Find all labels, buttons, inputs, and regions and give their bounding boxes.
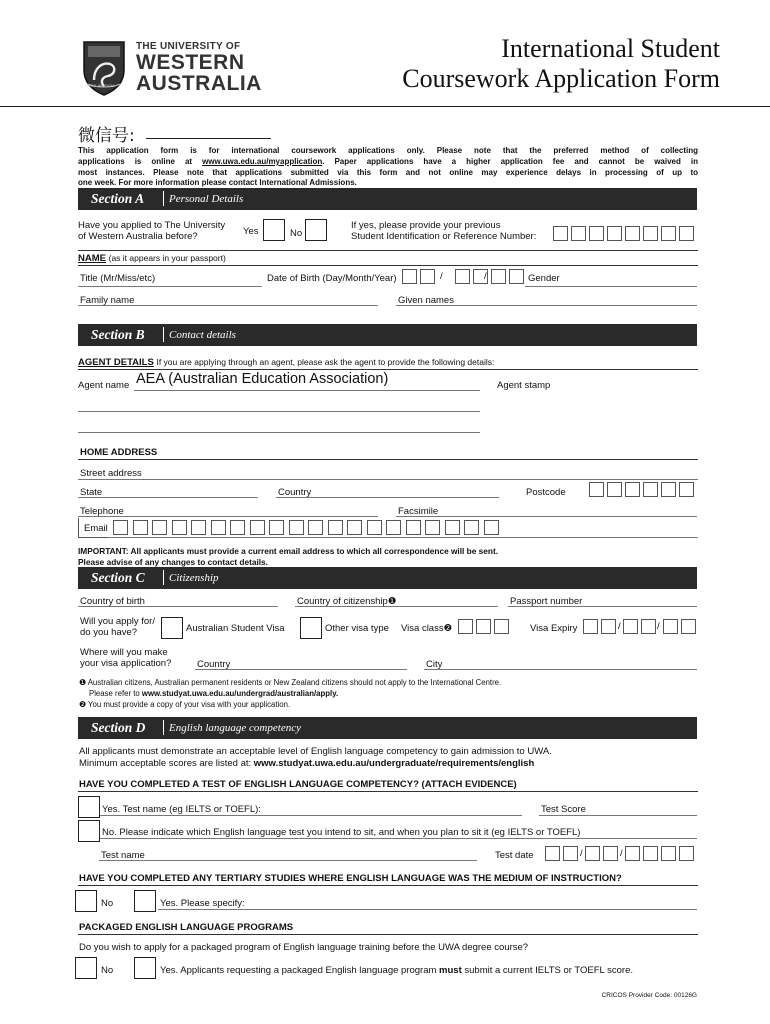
country-label: Country xyxy=(278,487,312,498)
visa-class-label: Visa class❷ xyxy=(401,623,453,634)
postcode-box[interactable] xyxy=(589,482,604,497)
important-line1: IMPORTANT: All applicants must provide a current email address to which all correspondence will be sent. xyxy=(78,546,499,556)
gender-label: Gender xyxy=(528,273,560,284)
important-notice xyxy=(78,546,498,567)
name-heading-note: (as it appears in your passport) xyxy=(108,253,226,263)
other-visa-checkbox[interactable] xyxy=(300,617,322,639)
section-separator xyxy=(163,191,164,206)
form-title-line2: Coursework Application Form xyxy=(402,64,720,93)
email-char-box[interactable] xyxy=(347,520,362,535)
home-address-divider xyxy=(78,459,698,460)
passport-number-label: Passport number xyxy=(510,596,583,607)
name-heading xyxy=(78,253,226,264)
given-names-label: Given names xyxy=(398,295,454,306)
id-box[interactable] xyxy=(661,226,676,241)
intro-line4: one week. For more information please contact International Admissions. xyxy=(78,178,357,188)
telephone-input[interactable] xyxy=(78,516,378,517)
packaged-no-checkbox[interactable] xyxy=(75,957,97,979)
email-label: Email xyxy=(84,523,108,534)
id-box[interactable] xyxy=(643,226,658,241)
english-intro-text: Minimum acceptable scores are listed at: xyxy=(79,757,254,769)
test-score-input[interactable] xyxy=(539,815,697,816)
dob-label: Date of Birth (Day/Month/Year) xyxy=(267,273,397,284)
english-test-no-checkbox[interactable] xyxy=(78,820,100,842)
university-name-line3: AUSTRALIA xyxy=(136,72,262,95)
visa-question-line2: do you have? xyxy=(80,627,138,638)
test-date-year-box[interactable] xyxy=(643,846,658,861)
english-requirements-link[interactable]: www.studyat.uwa.edu.au/undergraduate/requirements/english xyxy=(253,757,535,769)
dob-day-box[interactable] xyxy=(420,269,435,284)
email-char-box[interactable] xyxy=(367,520,382,535)
telephone-label: Telephone xyxy=(80,506,124,517)
other-visa-label: Other visa type xyxy=(325,623,389,634)
id-box[interactable] xyxy=(571,226,586,241)
test-score-label: Test Score xyxy=(541,804,586,815)
test-date-slash: / xyxy=(620,848,623,859)
myapplication-link[interactable]: www.uwa.edu.au/myapplication xyxy=(202,156,323,166)
visa-city-input[interactable] xyxy=(424,669,697,670)
visa-expiry-day-box[interactable] xyxy=(583,619,598,634)
email-char-box[interactable] xyxy=(133,520,148,535)
applied-yes-checkbox[interactable] xyxy=(263,219,285,241)
section-c-title: Citizenship xyxy=(169,572,219,584)
citizenship-notes xyxy=(79,677,501,710)
intro-line1: This application form is for international coursework applications only. Please note that the preferred method of collecting xyxy=(78,146,698,155)
visa-expiry-month-box[interactable] xyxy=(623,619,638,634)
name-divider xyxy=(78,250,698,251)
visa-location-line1: Where will you make xyxy=(80,647,168,658)
packaged-heading: PACKAGED ENGLISH LANGUAGE PROGRAMS xyxy=(79,922,294,933)
passport-number-input[interactable] xyxy=(508,606,697,607)
dob-slash: / xyxy=(440,271,443,282)
state-label: State xyxy=(80,487,103,498)
postcode-box[interactable] xyxy=(661,482,676,497)
email-char-box[interactable] xyxy=(328,520,343,535)
title-label: Title (Mr/Miss/etc) xyxy=(80,273,156,284)
visa-expiry-label: Visa Expiry xyxy=(530,623,578,634)
id-box[interactable] xyxy=(679,226,694,241)
id-box[interactable] xyxy=(553,226,568,241)
family-name-input[interactable] xyxy=(78,305,378,306)
visa-expiry-slash: / xyxy=(618,621,621,632)
agent-name-label: Agent name xyxy=(78,380,130,391)
planned-test-name-input[interactable] xyxy=(99,860,477,861)
test-date-month-box[interactable] xyxy=(585,846,600,861)
postcode-label: Postcode xyxy=(526,487,566,498)
applied-before-line1: Have you applied to The University xyxy=(78,220,226,231)
visa-class-box[interactable] xyxy=(476,619,491,634)
section-d-label: Section D xyxy=(91,720,146,735)
university-name-line2: WESTERN xyxy=(136,51,245,74)
visa-expiry-slash: / xyxy=(657,621,660,632)
email-char-box[interactable] xyxy=(289,520,304,535)
agent-address-line-1[interactable] xyxy=(78,411,480,412)
email-char-box[interactable] xyxy=(172,520,187,535)
agent-details-label: AGENT DETAILS xyxy=(78,357,154,368)
english-intro xyxy=(79,746,552,769)
test-date-slash: / xyxy=(580,848,583,859)
visa-location-question xyxy=(80,647,171,669)
email-label-frame xyxy=(78,518,109,538)
email-char-box[interactable] xyxy=(269,520,284,535)
note-1: ❶ Australian citizens, Australian permanent residents or New Zealand citizens should not apply to the International Centre. xyxy=(79,678,502,687)
agent-divider xyxy=(78,369,698,370)
english-test-yes-label: Yes. Test name (eg IELTS or TOEFL): xyxy=(102,804,261,815)
previous-id-line2: Student Identification or Reference Number: xyxy=(351,231,537,242)
state-input[interactable] xyxy=(78,497,258,498)
visa-expiry-year-box[interactable] xyxy=(663,619,678,634)
section-a-header xyxy=(78,188,697,210)
previous-id-prompt xyxy=(351,220,536,242)
section-b-title: Contact details xyxy=(169,329,236,341)
email-char-box[interactable] xyxy=(386,520,401,535)
english-test-heading: HAVE YOU COMPLETED A TEST OF ENGLISH LANGUAGE COMPETENCY? (ATTACH EVIDENCE) xyxy=(79,779,517,790)
note-1b-text: Please refer to xyxy=(89,689,142,698)
section-c-header xyxy=(78,567,697,589)
name-heading-label: NAME xyxy=(78,253,106,264)
agent-address-line-2[interactable] xyxy=(78,432,480,433)
test-date-year-box[interactable] xyxy=(679,846,694,861)
email-char-box[interactable] xyxy=(191,520,206,535)
dob-day-box[interactable] xyxy=(402,269,417,284)
section-b-header xyxy=(78,324,697,346)
email-char-box[interactable] xyxy=(152,520,167,535)
visa-expiry-year-box[interactable] xyxy=(681,619,696,634)
packaged-question: Do you wish to apply for a packaged program of English language training before the UWA degree course? xyxy=(79,942,529,953)
visa-expiry-month-box[interactable] xyxy=(641,619,656,634)
packaged-yes-must: must xyxy=(439,965,462,976)
visa-class-box[interactable] xyxy=(458,619,473,634)
wechat-input[interactable] xyxy=(146,138,271,139)
visa-question-line1: Will you apply for/ xyxy=(80,616,155,627)
email-char-box[interactable] xyxy=(230,520,245,535)
family-name-label: Family name xyxy=(80,295,135,306)
english-test-no-underline xyxy=(100,838,697,839)
section-separator xyxy=(163,570,164,585)
title-input[interactable] xyxy=(78,286,262,287)
applied-yes-label: Yes xyxy=(243,226,259,237)
postcode-box[interactable] xyxy=(625,482,640,497)
country-of-citizenship-input[interactable] xyxy=(295,606,498,607)
applied-no-label: No xyxy=(290,228,303,239)
postcode-box[interactable] xyxy=(607,482,622,497)
intro-line3: most instances. Please note that applications submitted via this form and not online may experience delays in processing of up to xyxy=(78,167,698,177)
gender-input[interactable] xyxy=(525,286,697,287)
postcode-box[interactable] xyxy=(643,482,658,497)
facsimile-label: Facsimile xyxy=(398,506,439,517)
applied-no-checkbox[interactable] xyxy=(305,219,327,241)
visa-country-input[interactable] xyxy=(195,669,407,670)
agent-name-value[interactable]: AEA (Australian Education Association) xyxy=(136,371,389,387)
header-divider xyxy=(0,106,770,107)
wechat-label: 微信号: xyxy=(78,126,135,146)
dob-month-box[interactable] xyxy=(455,269,470,284)
test-date-month-box[interactable] xyxy=(603,846,618,861)
test-date-year-box[interactable] xyxy=(661,846,676,861)
tertiary-no-label: No xyxy=(101,898,114,909)
home-address-heading: HOME ADDRESS xyxy=(80,447,158,458)
tertiary-yes-label: Yes. Please specify: xyxy=(160,898,245,909)
test-date-year-box[interactable] xyxy=(625,846,640,861)
crest-motto: SEEK WISDOM xyxy=(86,84,115,88)
tertiary-no-checkbox[interactable] xyxy=(75,890,97,912)
intro-line2 xyxy=(78,157,698,168)
section-separator xyxy=(163,720,164,735)
email-char-box[interactable] xyxy=(445,520,460,535)
postcode-box[interactable] xyxy=(679,482,694,497)
english-test-no-label: No. Please indicate which English language test you intend to sit, and when you plan to sit it (eg IELTS or TOEFL) xyxy=(102,827,581,838)
english-test-name-input[interactable] xyxy=(100,815,522,816)
english-intro-line1: All applicants must demonstrate an acceptable level of English language competency to gain admission to UWA. xyxy=(79,746,552,757)
country-of-birth-input[interactable] xyxy=(78,606,278,607)
dob-slash: / xyxy=(484,271,487,282)
applied-before-question xyxy=(78,220,225,242)
applied-before-line2: of Western Australia before? xyxy=(78,231,198,242)
planned-test-name-label: Test name xyxy=(101,850,145,861)
note-1b xyxy=(79,688,501,699)
tertiary-heading: HAVE YOU COMPLETED ANY TERTIARY STUDIES WHERE ENGLISH LANGUAGE WAS THE MEDIUM OF INSTRUCTION? xyxy=(79,873,622,884)
section-c-label: Section C xyxy=(91,570,145,585)
packaged-divider xyxy=(78,934,698,935)
student-visa-label: Australian Student Visa xyxy=(186,623,285,634)
intro-text-part: applications is online at xyxy=(78,156,203,166)
english-intro-line2 xyxy=(79,758,552,770)
street-address-label: Street address xyxy=(80,468,142,479)
given-names-input[interactable] xyxy=(396,305,697,306)
visa-country-label: Country xyxy=(197,659,231,670)
english-test-yes-checkbox[interactable] xyxy=(78,796,100,818)
id-box[interactable] xyxy=(607,226,622,241)
facsimile-input[interactable] xyxy=(396,516,697,517)
dob-year-box[interactable] xyxy=(491,269,506,284)
packaged-yes-label xyxy=(160,965,633,976)
id-box[interactable] xyxy=(625,226,640,241)
email-char-box[interactable] xyxy=(484,520,499,535)
packaged-yes-text-end: submit a current IELTS or TOEFL score. xyxy=(461,965,633,976)
visa-class-box[interactable] xyxy=(494,619,509,634)
email-char-box[interactable] xyxy=(425,520,440,535)
name-divider-2 xyxy=(78,265,698,266)
country-of-citizenship-label: Country of citizenship❶ xyxy=(297,596,397,607)
agent-details-heading xyxy=(78,357,494,368)
email-char-box[interactable] xyxy=(250,520,265,535)
visa-location-line2: your visa application? xyxy=(80,658,172,669)
country-of-birth-label: Country of birth xyxy=(80,596,145,607)
packaged-yes-checkbox[interactable] xyxy=(134,957,156,979)
cricos-code: CRICOS Provider Code: 00126G xyxy=(601,992,697,999)
section-d-header xyxy=(78,717,697,739)
previous-id-line1: If yes, please provide your previous xyxy=(351,220,501,231)
email-underline xyxy=(108,537,698,538)
intro-text xyxy=(78,146,698,189)
tertiary-specify-input[interactable] xyxy=(158,909,697,910)
visa-question xyxy=(80,616,155,638)
note-2: ❷ You must provide a copy of your visa with your application. xyxy=(79,700,291,709)
form-title-line1: International Student xyxy=(501,34,720,63)
email-char-box[interactable] xyxy=(113,520,128,535)
visa-expiry-day-box[interactable] xyxy=(601,619,616,634)
country-input[interactable] xyxy=(276,497,499,498)
email-char-box[interactable] xyxy=(406,520,421,535)
packaged-no-label: No xyxy=(101,965,114,976)
id-box[interactable] xyxy=(589,226,604,241)
test-date-label: Test date xyxy=(495,850,534,861)
student-visa-checkbox[interactable] xyxy=(161,617,183,639)
apply-link[interactable]: www.studyat.uwa.edu.au/undergrad/australian/apply. xyxy=(141,689,339,698)
university-crest xyxy=(80,40,128,96)
tertiary-divider xyxy=(78,885,698,886)
section-a-label: Section A xyxy=(91,191,145,206)
visa-city-label: City xyxy=(426,659,443,670)
test-date-day-box[interactable] xyxy=(563,846,578,861)
agent-stamp-label: Agent stamp xyxy=(497,380,551,391)
email-char-box[interactable] xyxy=(211,520,226,535)
intro-text-part: . Paper applications have a higher application fee and cannot be waived in xyxy=(322,156,698,166)
email-char-box[interactable] xyxy=(308,520,323,535)
section-a-title: Personal Details xyxy=(169,193,244,205)
university-name-line1: THE UNIVERSITY OF xyxy=(136,41,241,52)
section-d-title: English language competency xyxy=(169,722,301,734)
dob-year-box[interactable] xyxy=(509,269,524,284)
section-separator xyxy=(163,327,164,342)
packaged-yes-text: Yes. Applicants requesting a packaged English language program xyxy=(160,965,440,976)
section-b-label: Section B xyxy=(91,327,145,342)
street-address-input[interactable] xyxy=(78,479,698,480)
tertiary-yes-checkbox[interactable] xyxy=(134,890,156,912)
important-line2: Please advise of any changes to contact details. xyxy=(78,556,268,567)
english-test-divider xyxy=(78,791,698,792)
agent-details-note: If you are applying through an agent, please ask the agent to provide the following details: xyxy=(156,357,495,367)
test-date-day-box[interactable] xyxy=(545,846,560,861)
email-char-box[interactable] xyxy=(464,520,479,535)
agent-name-input[interactable] xyxy=(134,390,480,391)
